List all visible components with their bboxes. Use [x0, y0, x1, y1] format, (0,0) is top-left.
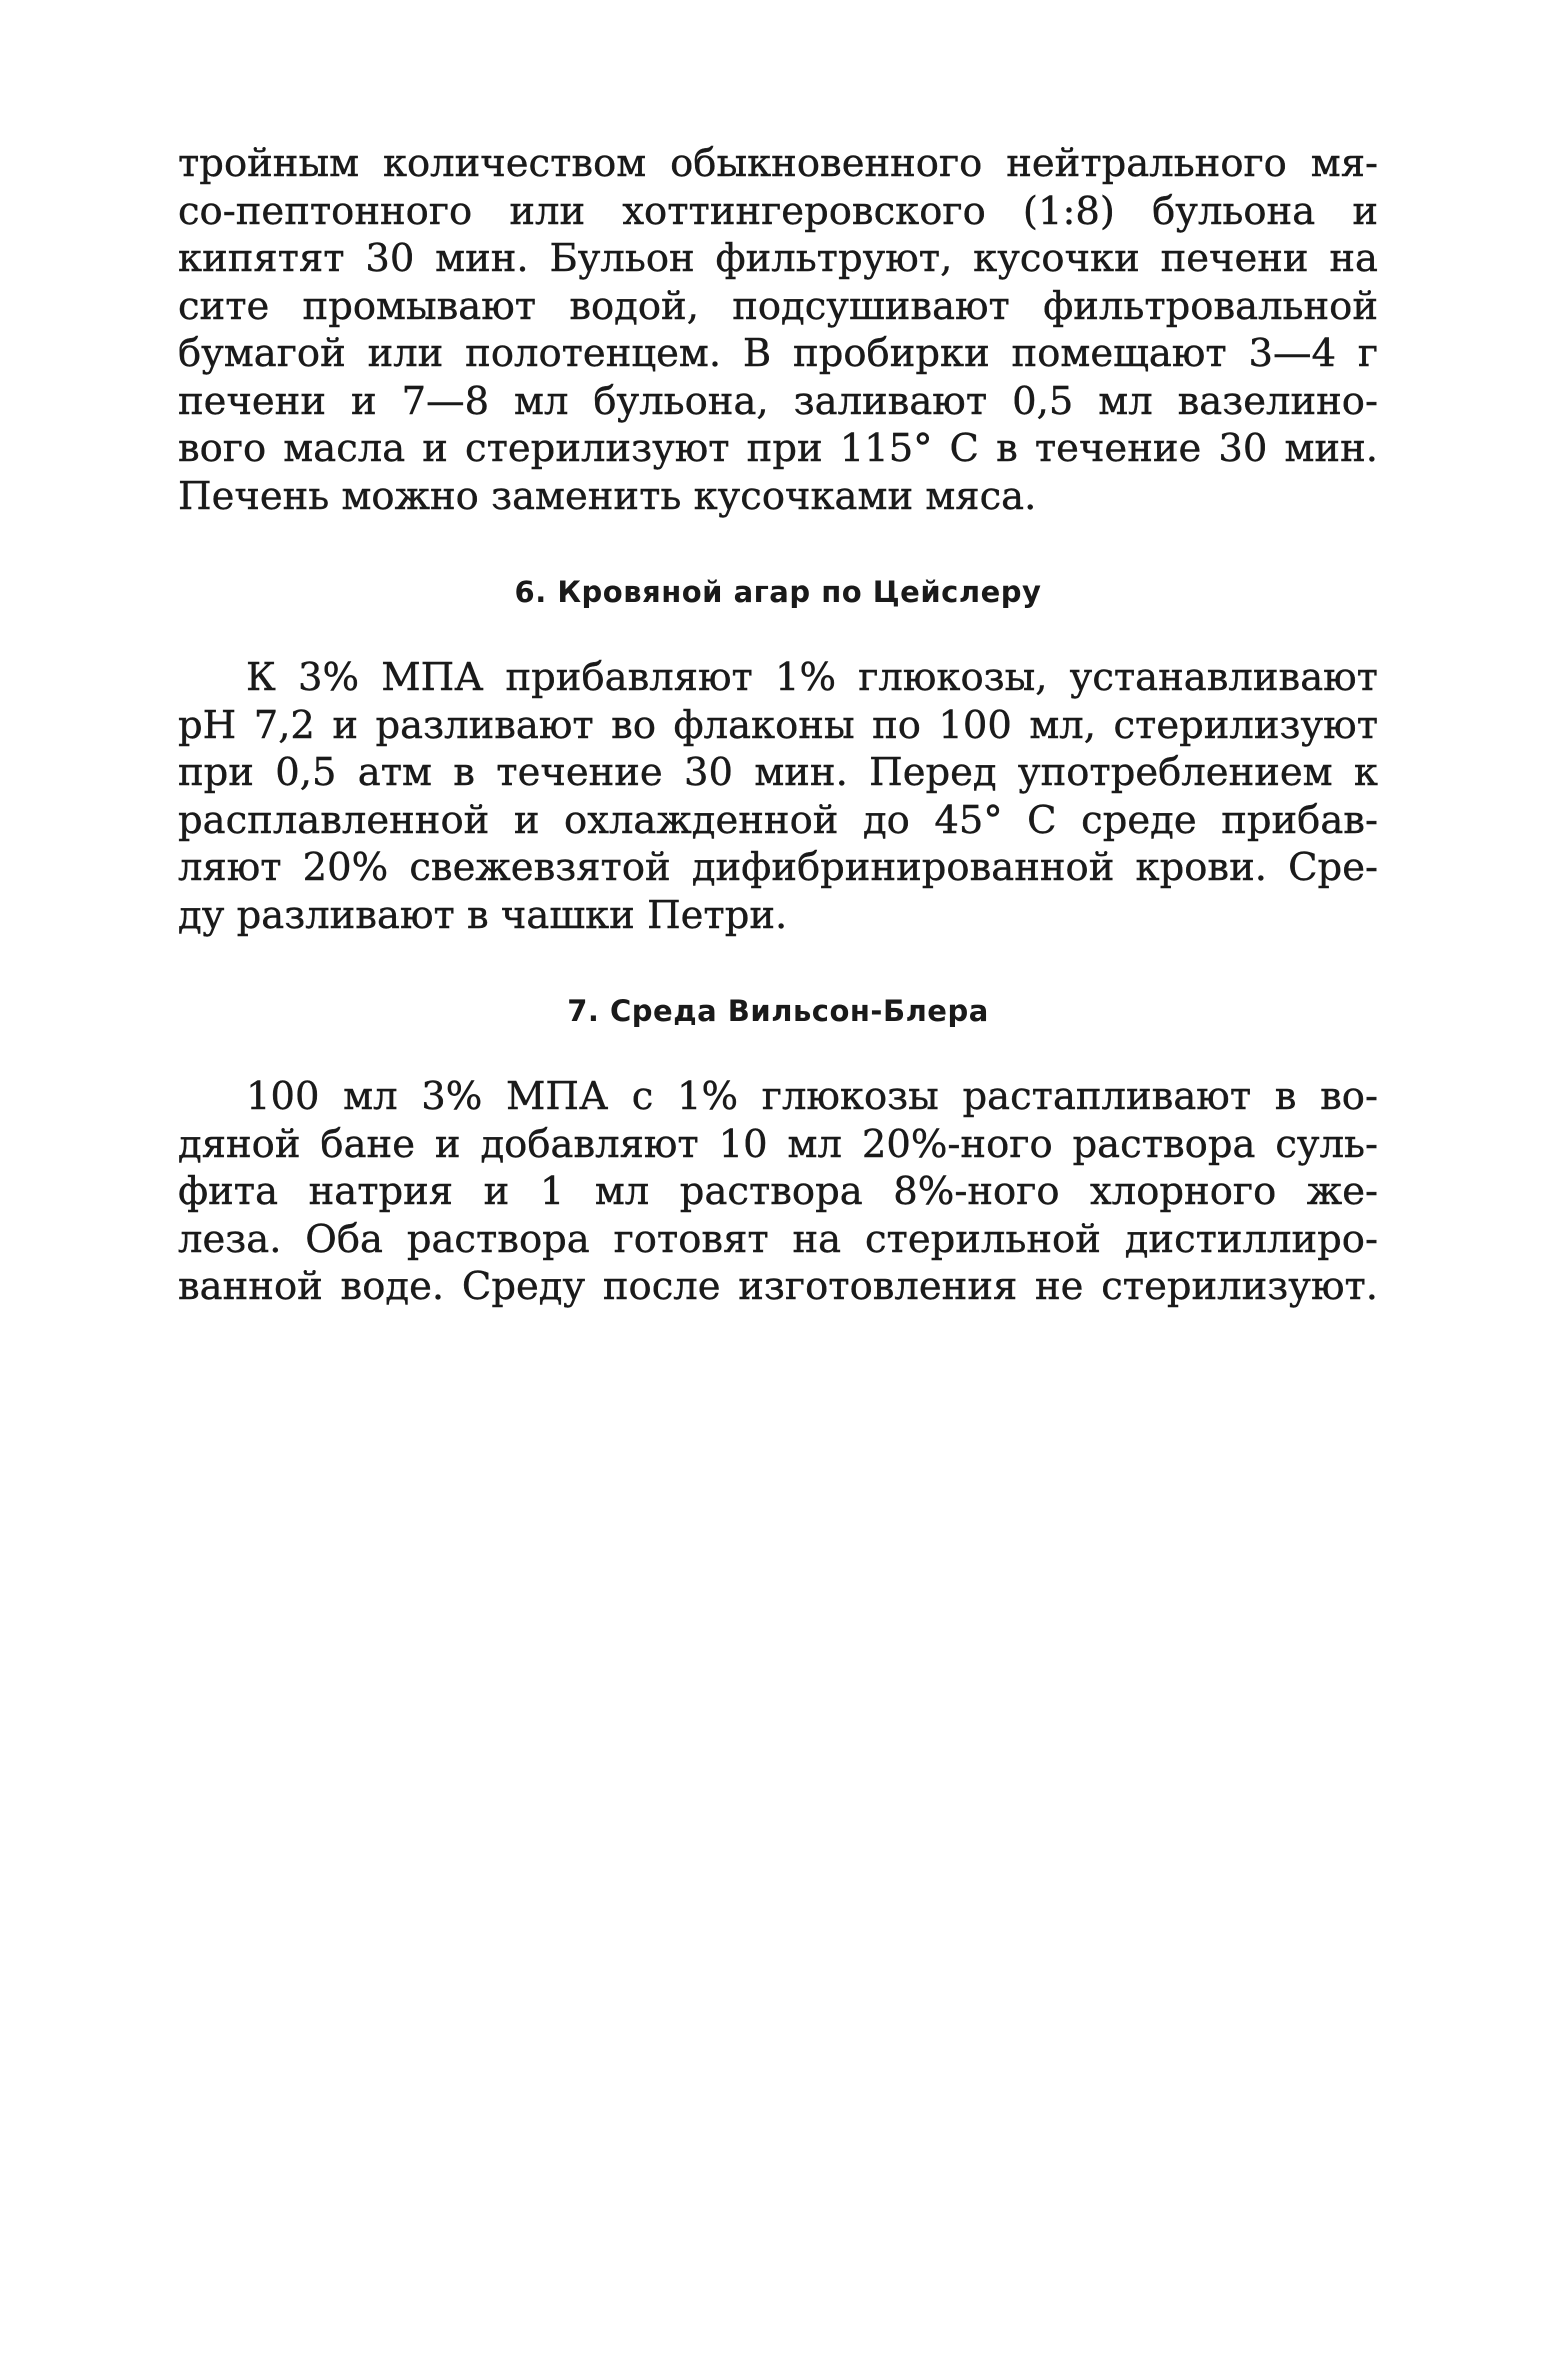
text-line: бумагой или полотенцем. В пробирки помещают 3—4 г	[178, 331, 1378, 376]
text-line: расплавленной и охлажденной до 45° С среде прибав-	[178, 797, 1378, 843]
text-line: фита натрия и 1 мл раствора 8%-ного хлорного же-	[178, 1169, 1378, 1214]
text-line: ду разливают в чашки Петри.	[178, 892, 788, 938]
text-line: леза. Оба раствора готовят на стерильной дистиллиро-	[178, 1216, 1378, 1262]
text-line: со-пептонного или хоттингеровского (1:8) бульона и	[178, 188, 1378, 234]
text-line: рН 7,2 и разливают во флаконы по 100 мл, стерилизуют	[178, 702, 1378, 748]
text-line: Печень можно заменить кусочками мяса.	[178, 473, 1037, 519]
section-7-paragraph	[178, 1073, 1378, 1311]
text-line: К 3% МПА прибавляют 1% глюкозы, устанавливают	[246, 655, 1378, 700]
intro-paragraph	[178, 140, 1378, 520]
text-line: тройным количеством обыкновенного нейтрального мя-	[178, 141, 1378, 186]
text-line: ванной воде. Среду после изготовления не стерилизуют.	[178, 1264, 1378, 1309]
document-page	[178, 140, 1378, 1311]
section-6-paragraph	[178, 654, 1378, 939]
text-line: при 0,5 атм в течение 30 мин. Перед употреблением к	[178, 750, 1378, 795]
text-line: ляют 20% свежевзятой дифибринированной крови. Сре-	[178, 845, 1378, 890]
section-6-heading: 6. Кровяной агар по Цейслеру	[514, 575, 1042, 609]
text-line: печени и 7—8 мл бульона, заливают 0,5 мл вазелино-	[178, 378, 1378, 424]
text-line: сите промывают водой, подсушивают фильтровальной	[178, 283, 1378, 329]
text-line: 100 мл 3% МПА с 1% глюкозы растапливают в во-	[246, 1074, 1378, 1119]
text-line: кипятят 30 мин. Бульон фильтруют, кусочки печени на	[178, 236, 1378, 281]
section-7-heading: 7. Среда Вильсон-Блера	[567, 994, 989, 1028]
text-line: вого масла и стерилизуют при 115° С в течение 30 мин.	[178, 426, 1378, 471]
text-line: дяной бане и добавляют 10 мл 20%-ного раствора суль-	[178, 1121, 1378, 1167]
